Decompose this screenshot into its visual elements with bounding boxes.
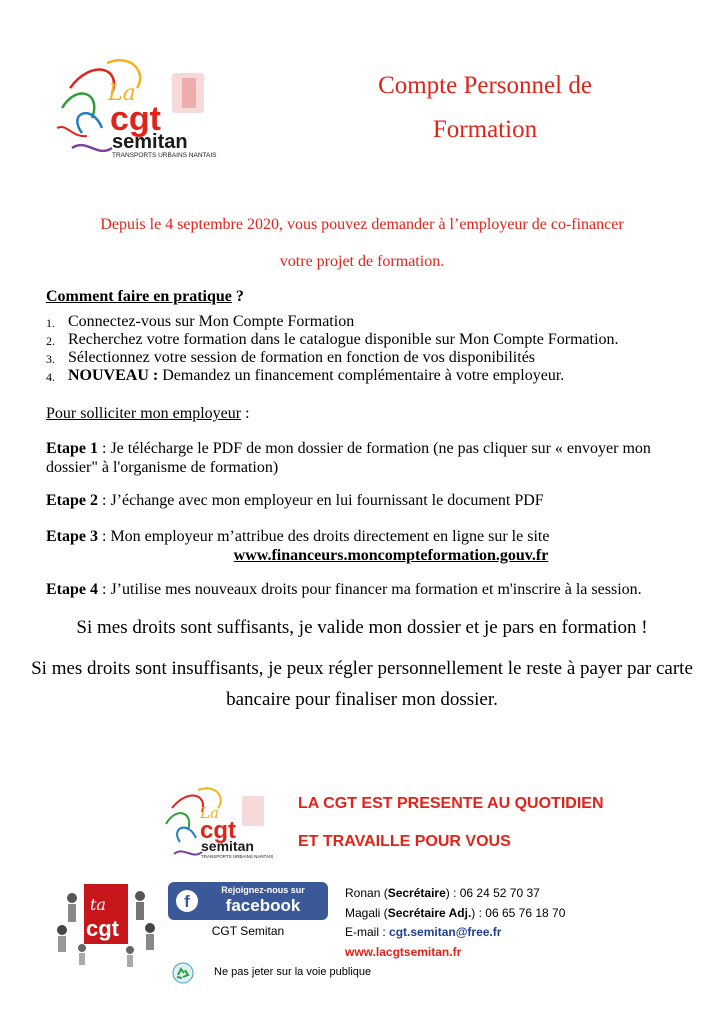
steps-list — [46, 313, 686, 385]
contact-magali — [345, 904, 565, 924]
etape-text: : Je télécharge le PDF de mon dossier de formation (ne pas cliquer sur « envoyer mon dossier" à l'organisme de formation) — [46, 440, 651, 476]
etape-text: : J’échange avec mon employeur en lui fournissant le document PDF — [98, 492, 544, 509]
financeurs-link[interactable]: www.financeurs.moncompteformation.gouv.fr — [233, 547, 549, 564]
step-text: Recherchez votre formation dans le catalogue disponible sur Mon Compte Formation. — [68, 331, 619, 348]
etape-text: : J’utilise mes nouveaux droits pour financer ma formation et m'inscrire à la session. — [98, 581, 642, 598]
etape-label: Etape 3 — [46, 528, 98, 545]
step-text: Sélectionnez votre session de formation en fonction de vos disponibilités — [68, 349, 536, 366]
solliciter-heading — [46, 404, 686, 423]
conclusion-sufficient: Si mes droits sont suffisants, je valide mon dossier et je pars en formation ! — [76, 617, 648, 638]
step-number: 1. — [46, 316, 55, 330]
svg-text:TRANSPORTS URBAINS NANTAIS: TRANSPORTS URBAINS NANTAIS — [201, 854, 274, 859]
contact-phone: ) : 06 65 76 18 70 — [471, 905, 566, 920]
contact-name: Ronan ( — [345, 886, 388, 900]
how-heading-text: Comment faire en pratique — [46, 288, 232, 305]
contact-role: Secrétaire — [387, 886, 446, 900]
title-line-2: Formation — [432, 116, 538, 143]
etape-2 — [46, 491, 676, 510]
step-bold: NOUVEAU : — [68, 367, 159, 384]
website-link[interactable]: www.lacgtsemitan.fr — [345, 944, 462, 959]
svg-text:La: La — [200, 804, 219, 822]
contact-ronan — [345, 884, 565, 904]
facebook-wordmark: facebook — [225, 896, 301, 915]
page-title — [300, 64, 670, 152]
svg-text:ta: ta — [90, 895, 106, 914]
svg-text:TRANSPORTS URBAINS NANTAIS: TRANSPORTS URBAINS NANTAIS — [112, 152, 217, 159]
step-item-4 — [46, 367, 686, 385]
step-number: 2. — [46, 334, 55, 348]
intro-line-2: votre projet de formation. — [279, 253, 445, 270]
intro-line-1: Depuis le 4 septembre 2020, vous pouvez demander à l’employeur de co-financer — [100, 216, 624, 233]
how-heading-suffix: ? — [231, 288, 244, 305]
step-item-2 — [46, 331, 686, 349]
etape-1 — [46, 439, 676, 477]
cgt-semitan-logo — [52, 48, 227, 168]
etape-3 — [46, 527, 676, 565]
facebook-join-text: Rejoignez-nous sur — [221, 885, 305, 895]
title-line-1: Compte Personnel de — [378, 72, 592, 99]
contact-role: Secrétaire Adj. — [387, 905, 472, 920]
svg-text:cgt: cgt — [200, 817, 236, 844]
slogan-line-1: LA CGT EST PRESENTE AU QUOTIDIEN — [298, 795, 604, 812]
how-heading — [46, 287, 686, 306]
ta-cgt-people-image — [52, 868, 162, 968]
svg-text:cgt: cgt — [110, 100, 161, 138]
step-number: 3. — [46, 352, 55, 366]
solliciter-label: Pour solliciter mon employeur — [46, 405, 242, 422]
contact-name: Magali ( — [345, 905, 388, 920]
conclusion-insufficient: Si mes droits sont insuffisants, je peux régler personnellement le reste à payer par carte bancaire pour finaliser mon dossier. — [31, 658, 693, 710]
etape-label: Etape 2 — [46, 492, 98, 509]
etape-label: Etape 1 — [46, 440, 98, 457]
svg-text:semitan: semitan — [201, 838, 254, 854]
facebook-icon: f — [176, 890, 198, 912]
recycle-icon — [172, 962, 194, 984]
contact-website — [345, 943, 565, 963]
svg-text:cgt: cgt — [86, 916, 119, 941]
step-text: Connectez-vous sur Mon Compte Formation — [68, 313, 355, 330]
email-link[interactable]: cgt.semitan@free.fr — [389, 925, 502, 939]
cgt-semitan-logo-small — [160, 780, 280, 870]
step-text: Demandez un financement complémentaire à votre employeur. — [158, 367, 565, 384]
facebook-page-name: CGT Semitan — [211, 924, 285, 938]
contact-phone: ) : 06 24 52 70 37 — [445, 886, 540, 900]
step-item-1 — [46, 313, 686, 331]
step-item-3 — [46, 349, 686, 367]
contacts-block — [345, 884, 565, 962]
contact-email — [345, 923, 565, 943]
etape-4 — [46, 580, 676, 599]
facebook-button[interactable] — [168, 882, 328, 920]
solliciter-suffix: : — [241, 405, 250, 422]
svg-text:La: La — [108, 81, 136, 106]
step-number: 4. — [46, 370, 55, 384]
litter-notice: Ne pas jeter sur la voie publique — [214, 966, 372, 978]
etape-label: Etape 4 — [46, 581, 98, 598]
etape-text: : Mon employeur m’attribue des droits directement en ligne sur le site — [98, 528, 550, 545]
email-label: E-mail : — [345, 925, 390, 939]
svg-text:semitan: semitan — [112, 131, 188, 153]
slogan-line-2: ET TRAVAILLE POUR VOUS — [298, 833, 511, 850]
